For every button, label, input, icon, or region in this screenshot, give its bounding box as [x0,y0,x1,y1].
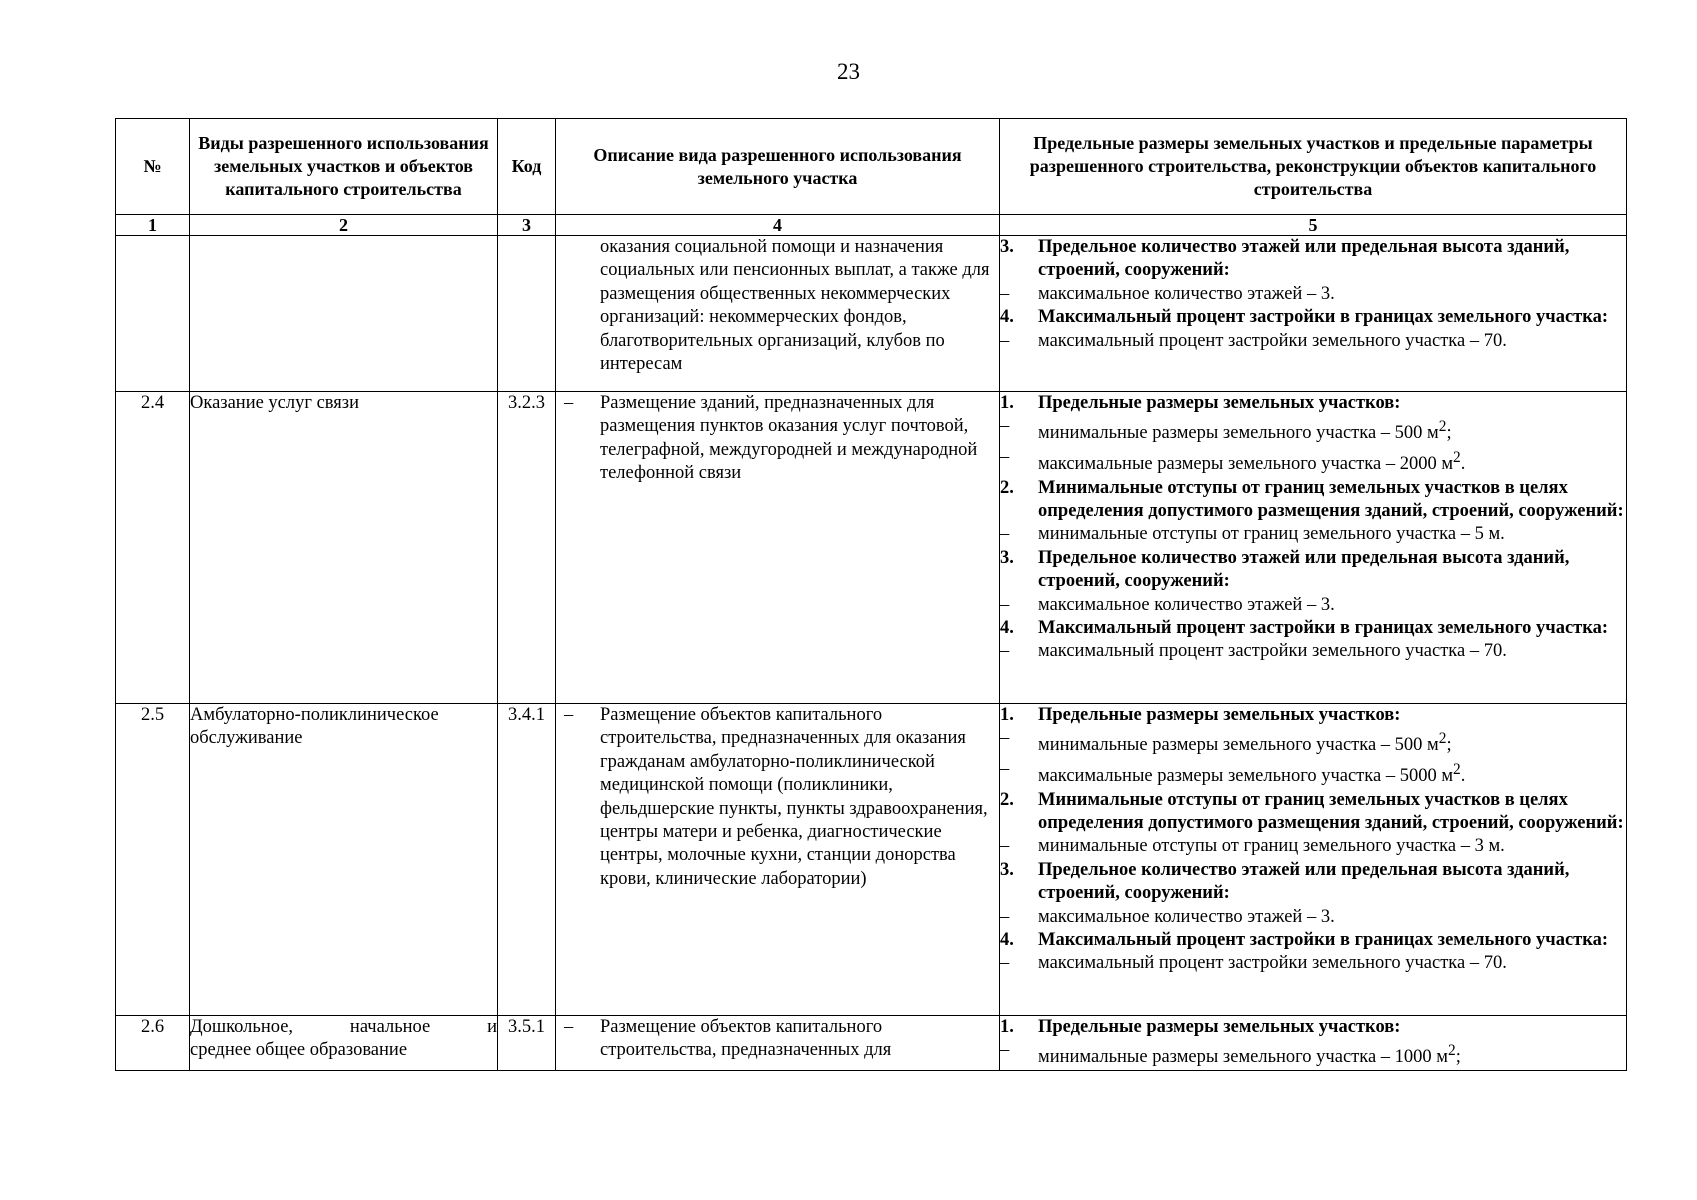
param-sup: 2 [1453,760,1461,778]
param-item [1000,835,1626,858]
header-desc: Описание вида разрешенного использования земельного участка [556,119,1000,215]
param-heading [1000,859,1626,906]
row-description [556,704,1000,1016]
description-text: оказания социальной помощи и назначения социальных или пенсионных выплат, а также для размещения общественных некоммерческих организаций: некоммерческих фондов, благотворительных организаций, клубов по интересам [600,237,990,375]
param-text: максимальное количество этажей – 3. [1038,906,1335,927]
param-sup: 2 [1438,418,1447,436]
param-text: Предельное количество этажей или предельная высота зданий, строений, сооружений: [1038,547,1570,592]
param-mark: 4. [1000,307,1014,328]
param-mark: – [1000,524,1010,545]
param-heading [1000,477,1626,524]
table-row [116,1016,1627,1071]
description-text: Размещение объектов капитального строительства, предназначенных для [600,1017,892,1061]
row-name-line: Дошкольное, начальное и [190,1017,497,1037]
param-text: максимальные размеры земельного участка – 5000 м [1038,766,1454,787]
row-params [1000,392,1627,704]
param-mark: 2. [1000,789,1014,810]
param-heading [1000,1016,1626,1039]
param-text: Предельные размеры земельных участков: [1038,1017,1401,1037]
param-mark: – [1000,446,1010,467]
param-tail: ; [1446,735,1452,756]
param-heading [1000,236,1626,283]
row-params [1000,704,1627,1016]
param-mark: – [1000,283,1010,304]
column-number: 5 [1000,215,1627,236]
description-text: Размещение объектов капитального строительства, предназначенных для оказания гражданам амбулаторно-поликлинической медицинской помощи (поликлиники, фельдшерские пункты, пункты здравоохранения, центры матери и ребенка, диагностические центры, молочные кухни, станции донорства крови, клинические лаборатории) [600,705,988,889]
param-text: минимальные отступы от границ земельного участка – 3 м. [1038,836,1505,857]
param-heading [1000,929,1626,952]
param-text: минимальные размеры земельного участка – 1000 м [1038,1047,1448,1068]
param-item [1000,727,1626,758]
header-name: Виды разрешенного использования земельных участков и объектов капитального строительства [190,119,498,215]
param-mark: 3. [1000,859,1014,880]
param-item [1000,640,1626,663]
row-name-line: среднее общее образование [190,1040,408,1061]
row-description [556,392,1000,704]
row-name: Амбулаторно-поликлиническое обслуживание [190,704,498,1016]
param-sup: 2 [1438,730,1447,748]
column-number: 3 [498,215,556,236]
row-description [556,236,1000,392]
param-text: Предельные размеры земельных участков: [1038,705,1401,725]
param-heading [1000,547,1626,594]
param-text: максимальный процент застройки земельного участка – 70. [1038,330,1507,351]
header-num: № [116,119,190,215]
param-text: Предельное количество этажей или предельная высота зданий, строений, сооружений: [1038,237,1570,281]
param-heading [1000,617,1626,640]
param-mark: 4. [1000,617,1014,638]
row-params [1000,236,1627,392]
param-mark: – [1000,836,1010,857]
param-text: Предельное количество этажей или предельная высота зданий, строений, сооружений: [1038,859,1570,904]
row-num: 2.6 [116,1016,190,1071]
row-num [116,236,190,392]
param-mark: 3. [1000,547,1014,568]
param-item [1000,330,1626,353]
param-text: минимальные размеры земельного участка – 500 м [1038,735,1439,756]
param-heading [1000,704,1626,727]
param-mark: 2. [1000,477,1014,498]
page-number: 23 [837,59,860,84]
row-name: Оказание услуг связи [190,392,498,704]
param-mark: 1. [1000,1017,1014,1037]
param-item [1000,906,1626,929]
param-mark: – [1000,728,1010,749]
description-dash: – [564,705,574,725]
description-dash: – [564,1017,574,1037]
param-text: минимальные размеры земельного участка – 500 м [1038,423,1439,444]
param-mark: – [1000,330,1010,351]
param-mark: – [1000,594,1010,615]
param-item [1000,415,1626,446]
param-heading [1000,392,1626,415]
column-number: 1 [116,215,190,236]
param-mark: – [1000,1040,1010,1061]
land-use-table [115,118,1627,1071]
param-text: Минимальные отступы от границ земельных участков в целях определения допустимого размещения зданий, строений, сооружений: [1038,477,1624,521]
param-sup: 2 [1453,448,1461,466]
column-numbers-row [116,215,1627,236]
row-code: 3.5.1 [498,1016,556,1071]
param-heading [1000,306,1626,329]
param-text: максимальный процент застройки земельного участка – 70. [1038,953,1507,974]
param-text: максимальные размеры земельного участка – 2000 м [1038,454,1454,475]
description-text: Размещение зданий, предназначенных для размещения пунктов оказания услуг почтовой, телеграфной, междугородней и международной телефонной связи [600,393,978,484]
param-mark: – [1000,953,1010,974]
param-text: Минимальные отступы от границ земельных участков в целях определения допустимого размещения зданий, строений, сооружений: [1038,789,1624,833]
param-item [1000,952,1626,975]
header-row [116,119,1627,215]
param-mark: – [1000,416,1010,437]
row-code: 3.2.3 [498,392,556,704]
param-text: максимальное количество этажей – 3. [1038,283,1335,304]
param-tail: . [1460,454,1466,475]
param-tail: ; [1455,1047,1461,1068]
param-text: Максимальный процент застройки в границах земельного участка: [1038,617,1609,638]
param-sup: 2 [1448,1042,1456,1060]
param-text: Предельные размеры земельных участков: [1038,393,1401,413]
row-name [190,236,498,392]
param-mark: 4. [1000,929,1014,950]
param-mark: – [1000,641,1010,662]
param-text: минимальные отступы от границ земельного участка – 5 м. [1038,524,1505,545]
param-mark: – [1000,758,1010,779]
param-text: максимальное количество этажей – 3. [1038,594,1335,615]
row-num: 2.4 [116,392,190,704]
param-mark: – [1000,906,1010,927]
row-description [556,1016,1000,1071]
param-text: Максимальный процент застройки в границах земельного участка: [1038,307,1609,328]
param-item [1000,283,1626,306]
param-item [1000,758,1626,789]
column-number: 4 [556,215,1000,236]
row-params [1000,1016,1627,1071]
row-num: 2.5 [116,704,190,1016]
param-item [1000,523,1626,546]
header-code: Код [498,119,556,215]
table-row [116,704,1627,1016]
column-number: 2 [190,215,498,236]
param-item [1000,1039,1626,1070]
header-params: Предельные размеры земельных участков и предельные параметры разрешенного строительства, реконструкции объектов капитального строительства [1000,119,1627,215]
param-heading [1000,789,1626,836]
row-name [190,1016,498,1071]
param-item [1000,446,1626,477]
row-code [498,236,556,392]
param-mark: 1. [1000,393,1014,413]
param-item [1000,594,1626,617]
param-mark: 1. [1000,705,1014,725]
description-dash: – [564,393,574,413]
param-text: Максимальный процент застройки в границах земельного участка: [1038,929,1609,950]
param-mark: 3. [1000,237,1014,257]
param-tail: . [1460,766,1466,787]
row-code: 3.4.1 [498,704,556,1016]
table-row [116,236,1627,392]
param-tail: ; [1446,423,1452,444]
param-text: максимальный процент застройки земельного участка – 70. [1038,641,1507,662]
table-row [116,392,1627,704]
